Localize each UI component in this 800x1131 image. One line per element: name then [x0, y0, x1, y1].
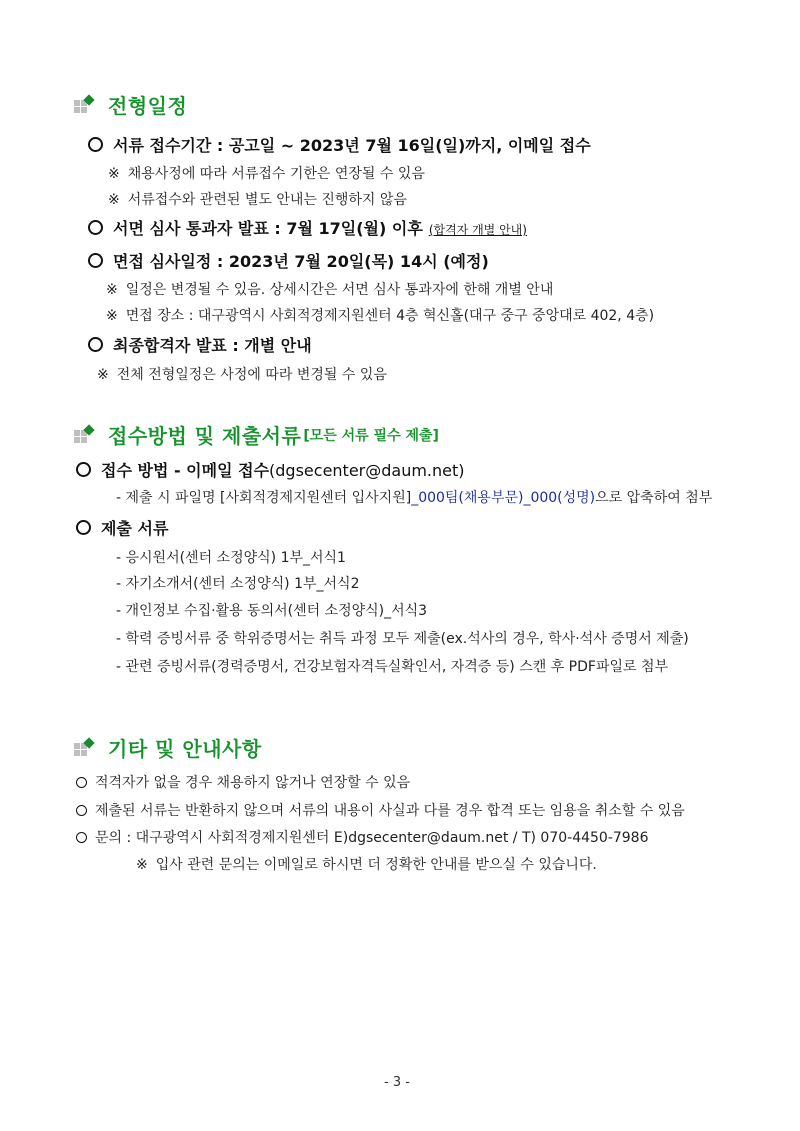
section-bullet-icon — [74, 739, 96, 757]
circle-bullet-icon — [88, 220, 103, 235]
contact-note: ※ 입사 관련 문의는 이메일로 하시면 더 정확한 안내를 받으실 수 있습니다. — [136, 857, 597, 873]
schedule-note: ※ 전체 전형일정은 사정에 따라 변경될 수 있음 — [97, 367, 387, 383]
schedule-note: ※ 면접 장소 : 대구광역시 사회적경제지원센터 4층 혁신홀(대구 중구 중앙대로 402, 4층) — [106, 308, 655, 324]
section-subtitle: [모든 서류 필수 제출] — [303, 427, 439, 444]
schedule-item-written-result: 서면 심사 통과자 발표 : 7월 17일(월) 이후 (합격자 개별 안내) — [88, 216, 527, 239]
document-item: - 응시원서(센터 소정양식) 1부_서식1 — [116, 550, 346, 566]
circle-bullet-icon — [76, 777, 87, 788]
submission-method: 접수 방법 - 이메일 접수(dgsecenter@daum.net) — [76, 458, 465, 481]
page-number: - 3 - — [384, 1075, 410, 1090]
circle-bullet-icon — [76, 805, 87, 816]
circle-bullet-icon — [76, 462, 91, 477]
circle-bullet-icon — [88, 137, 103, 152]
schedule-item-document-period: 서류 접수기간 : 공고일 ~ 2023년 7월 16일(일)까지, 이메일 접수 — [88, 133, 591, 156]
notice-item: 제출된 서류는 반환하지 않으며 서류의 내용이 사실과 다를 경우 합격 또는 임용을 취소할 수 있음 — [76, 800, 685, 820]
section-title: 기타 및 안내사항 — [108, 737, 262, 761]
section-bullet-icon — [74, 426, 96, 444]
section-title: 전형일정 — [108, 94, 188, 118]
circle-bullet-icon — [88, 253, 103, 268]
schedule-note: ※ 일정은 변경될 수 있음. 상세시간은 서면 심사 통과자에 한해 개별 안내 — [106, 282, 554, 298]
document-item: - 학력 증빙서류 중 학위증명서는 취득 과정 모두 제출(ex.석사의 경우, 학사·석사 증명서 제출) — [116, 631, 689, 647]
circle-bullet-icon — [88, 337, 103, 352]
section-title: 접수방법 및 제출서류 — [108, 424, 302, 448]
section-heading-submission — [74, 420, 439, 449]
schedule-item-final-result: 최종합격자 발표 : 개별 안내 — [88, 333, 312, 356]
schedule-item-interview: 면접 심사일정 : 2023년 7월 20일(목) 14시 (예정) — [88, 249, 489, 272]
document-item: - 자기소개서(센터 소정양식) 1부_서식2 — [116, 576, 360, 592]
schedule-note: ※ 서류접수와 관련된 별도 안내는 진행하지 않음 — [108, 192, 407, 208]
section-heading-schedule — [74, 90, 187, 119]
schedule-note: ※ 채용사정에 따라 서류접수 기한은 연장될 수 있음 — [108, 166, 425, 182]
section-bullet-icon — [74, 96, 96, 114]
file-name-note: - 제출 시 파일명 [사회적경제지원센터 입사지원]_000팀(채용부문)_000(성명)으로 압축하여 첨부 — [116, 490, 713, 506]
document-item: - 관련 증빙서류(경력증명서, 건강보험자격득실확인서, 자격증 등) 스캔 후 PDF파일로 첨부 — [116, 659, 669, 675]
circle-bullet-icon — [76, 520, 91, 535]
document-item: - 개인정보 수집·활용 동의서(센터 소정양식)_서식3 — [116, 603, 428, 619]
circle-bullet-icon — [76, 832, 87, 843]
notice-item: 적격자가 없을 경우 채용하지 않거나 연장할 수 있음 — [76, 772, 410, 792]
section-heading-notices — [74, 733, 262, 762]
required-documents-label: 제출 서류 — [76, 516, 168, 539]
notice-item-contact: 문의 : 대구광역시 사회적경제지원센터 E)dgsecenter@daum.net / T) 070-4450-7986 — [76, 827, 649, 847]
submission-email: (dgsecenter@daum.net) — [269, 461, 465, 480]
